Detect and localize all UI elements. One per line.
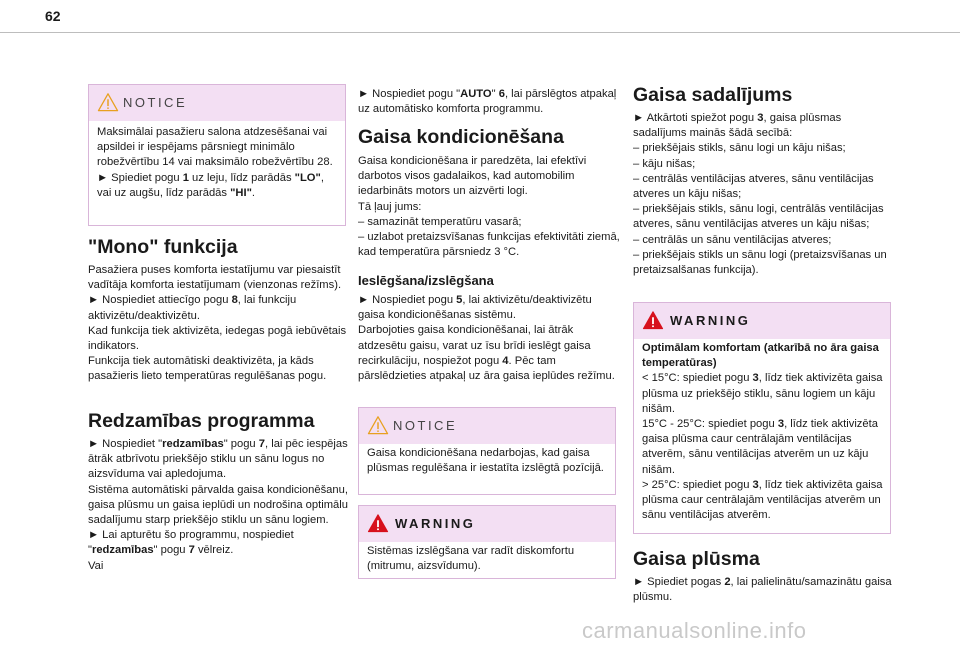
distribution-warning-text: Optimālam komfortam (atkarībā no āra gaisa temperatūras) < 15°C: spiediet pogu 3, līdz tiek aktivizēta gaisa plūsma uz priekšējo stiklu, sānu logiem un kāju nišām. 15°C - 25°C: spiediet pogu 3, līdz tiek aktivizēta gaisa plūsma caur centrālajām ventilācijas atverēm, sānu ventilācijas atverēm un uz kāju nišām. > 25°C: spiediet pogu 3, līdz tiek aktivizēta gaisa plūsma caur centrālajām ventilācijas atverēm un sānu ventilācijas atverēm. [642,342,883,522]
onoff-heading: Ieslēgšana/izslēgšana [358,273,494,288]
distribution-warning-title: WARNING [670,313,751,328]
ac-notice-title: NOTICE [393,418,458,433]
ac-warning-box [358,505,616,579]
warning-triangle-icon [642,310,664,330]
notice-triangle-icon [97,92,119,112]
ac-notice-text: Gaisa kondicionēšana nedarbojas, kad gaisa plūsmas regulēšana ir iestatīta izslēgtā pozīcijā. [367,447,604,475]
ac-notice-box [358,407,616,495]
notice-box [88,84,346,226]
mono-heading: "Mono" funkcija [88,236,238,258]
visibility-heading: Redzamības programma [88,410,315,432]
ac-notice-header [359,408,615,444]
ac-warning-header [359,506,615,542]
notice-triangle-icon [367,415,389,435]
airflow-heading: Gaisa plūsma [633,548,760,570]
header-rule [0,32,960,33]
visibility-text: ► Nospiediet "redzamības" pogu 7, lai pēc iespējas ātrāk atbrīvotu priekšējo stiklu un sānu logus no aizsvīduma vai apledojuma. Sistēma automātiski pārvalda gaisa kondicionēšanu, gaisa plūsmu un gaisa ieplūdi un nodrošina optimālu sadalījumu starp priekšējo stiklu un sānu logiem. ► Lai apturētu šo programmu, nospiediet "redzamības" pogu 7 vēlreiz. Vai [88,438,348,572]
watermark: carmanualsonline.info [582,618,807,643]
airflow-text: ► Spiediet pogas 2, lai palielinātu/samazinātu gaisa plūsmu. [633,576,892,604]
notice-header [89,85,345,121]
ac-warning-text: Sistēmas izslēgšana var radīt diskomfortu (mitrumu, aizsvīdumu). [367,545,575,573]
notice-text: Maksimālai pasažieru salona atdzesēšanai vai apsildei ir iespējams pārsniegt minimālo robežvērtību 14 vai maksimālo robežvērtību 28. ► Spiediet pogu 1 uz leju, līdz parādās "LO", vai uz augšu, līdz parādās "HI". [97,126,333,199]
ac-warning-title: WARNING [395,516,476,531]
distribution-warning-box [633,302,891,534]
ac-heading: Gaisa kondicionēšana [358,126,564,148]
warning-triangle-icon [367,513,389,533]
distribution-text: ► Atkārtoti spiežot pogu 3, gaisa plūsmas sadalījums mainās šādā secībā: – priekšējais stikls, sānu logi un kāju nišas; – kāju nišas; – centrālās ventilācijas atveres, sānu ventilācijas atveres un kāju nišas; – priekšējais stikls, sānu logi, centrālās ventilācijas atveres, sānu ventilācijas atveres un kāju nišas; – centrālās un sānu ventilācijas atveres; – priekšējais stikls un sānu logi (pretaizsvīšanas un pretaizsalšanas funkcija). [633,112,887,277]
auto-text: ► Nospiediet pogu "AUTO" 6, lai pārslēgtos atpakaļ uz automātisko komforta programmu. [358,88,617,116]
onoff-text: ► Nospiediet pogu 5, lai aktivizētu/deaktivizētu gaisa kondicionēšanas sistēmu. Darbojoties gaisa kondicionēšanai, lai ātrāk atdzesētu gaisu, varat uz īsu brīdi ieslēgt gaisa recirkulāciju, nospiežot pogu 4. Pēc tam pārslēdzieties atpakaļ uz āra gaisa ieplūdes režīmu. [358,294,615,383]
notice-title: NOTICE [123,95,188,110]
mono-text: Pasažiera puses komforta iestatījumu var piesaistīt vadītāja komforta iestatījumam (vienzonas režīms). ► Nospiediet attiecīgo pogu 8, lai funkciju aktivizētu/deaktivizētu. Kad funkcija tiek aktivizēta, iedegas pogā iebūvētais indikators. Funkcija tiek automātiski deaktivizēta, ja kāds pasažieris lieto temperatūras regulēšanas pogu. [88,264,347,383]
distribution-heading: Gaisa sadalījums [633,84,793,106]
ac-text: Gaisa kondicionēšana ir paredzēta, lai efektīvi darbotos visos gadalaikos, kad automobilim iedarbināts motors un aizvērti logi. Tā ļauj jums: – samazināt temperatūru vasarā; – uzlabot pretaizsvīšanas funkcijas efektivitāti ziemā, kad temperatūra pārsniedz 3 °C. [358,155,620,259]
distribution-warning-header [634,303,890,339]
page-number: 62 [45,8,61,24]
